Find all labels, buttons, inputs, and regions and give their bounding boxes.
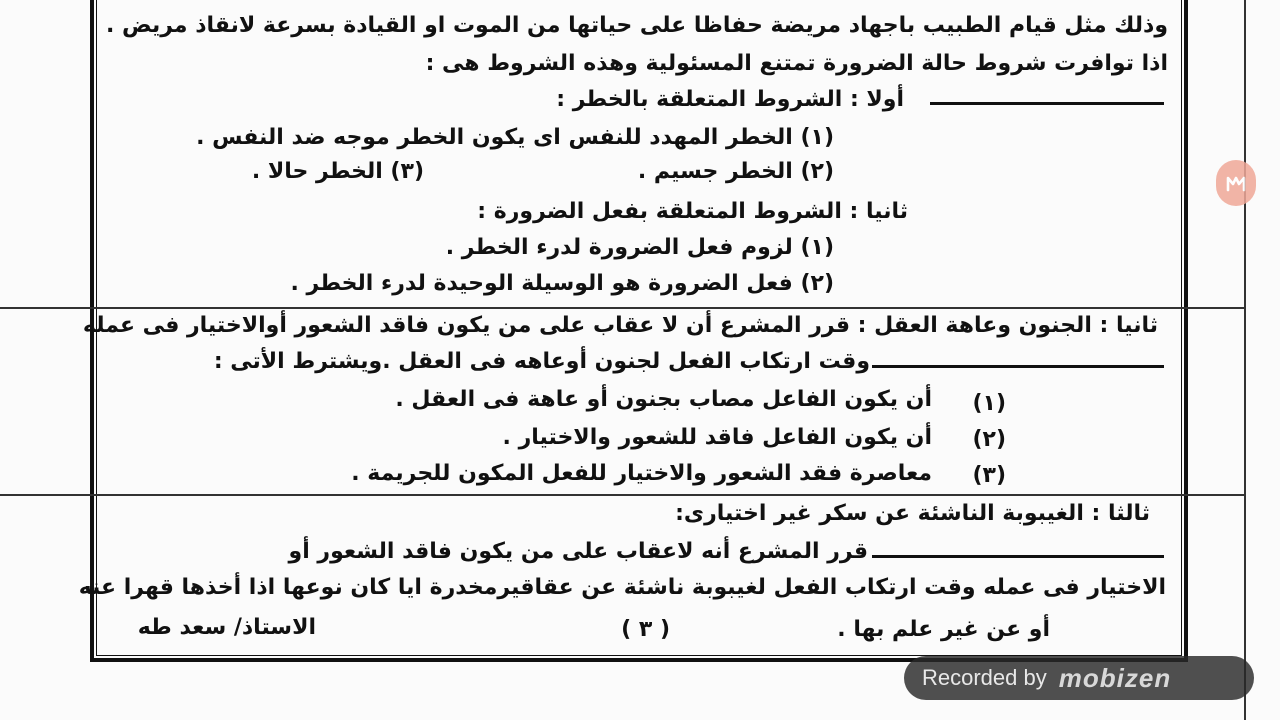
list-number: (٣) bbox=[972, 463, 1006, 488]
page-number: ( ٣ ) bbox=[621, 617, 670, 642]
text-line: اذا توافرت شروط حالة الضرورة تمتنع المسئولية وهذه الشروط هى : bbox=[425, 51, 1168, 76]
recorder-text: Recorded by bbox=[922, 665, 1047, 690]
underline-mark bbox=[872, 555, 1164, 558]
list-item: (٢) الخطر جسيم . bbox=[637, 159, 834, 184]
mobizen-logo-icon[interactable] bbox=[1216, 160, 1256, 206]
list-item: (٢) فعل الضرورة هو الوسيلة الوحيدة لدرء الخطر . bbox=[290, 271, 834, 296]
mobizen-logo-icon bbox=[1225, 172, 1247, 194]
list-item: (١) الخطر المهدد للنفس اى يكون الخطر موجه ضد النفس . bbox=[196, 125, 834, 150]
section-divider bbox=[0, 307, 1244, 309]
list-item: أن يكون الفاعل فاقد للشعور والاختيار . bbox=[502, 425, 932, 450]
section-divider bbox=[0, 494, 1244, 496]
section-heading: أولا : الشروط المتعلقة بالخطر : bbox=[556, 87, 904, 112]
recorder-brand: mobizen bbox=[1058, 662, 1172, 693]
list-item: معاصرة فقد الشعور والاختيار للفعل المكون للجريمة . bbox=[351, 461, 932, 486]
list-number: (٢) bbox=[972, 427, 1006, 452]
text-line: وقت ارتكاب الفعل لجنون أوعاهه فى العقل .ويشترط الأتى : bbox=[213, 349, 870, 374]
list-item: (٣) الخطر حالا . bbox=[251, 159, 424, 184]
text-line: قرر المشرع أنه لاعقاب على من يكون فاقد الشعور أو bbox=[288, 539, 868, 564]
recorder-watermark bbox=[904, 656, 1254, 700]
section-heading: ثانيا : الشروط المتعلقة بفعل الضرورة : bbox=[477, 199, 908, 224]
text-line: وذلك مثل قيام الطبيب باجهاد مريضة حفاظا على حياتها من الموت او القيادة بسرعة لانقاذ مريض . bbox=[105, 13, 1168, 38]
list-item: (١) لزوم فعل الضرورة لدرء الخطر . bbox=[445, 235, 834, 260]
list-item: أن يكون الفاعل مصاب بجنون أو عاهة فى العقل . bbox=[395, 387, 932, 412]
text-line: الاختيار فى عمله وقت ارتكاب الفعل لغيبوبة ناشئة عن عقاقيرمخدرة ايا كان نوعها اذا أخذها قهرا عنه bbox=[78, 575, 1166, 600]
underline-mark bbox=[872, 365, 1164, 368]
margin-line bbox=[1244, 0, 1246, 720]
section-heading: ثانيا : الجنون وعاهة العقل : قرر المشرع أن لا عقاب على من يكون فاقد الشعور أوالاختيار فى عمله bbox=[82, 313, 1158, 338]
author-signature: الاستاذ/ سعد طه bbox=[137, 615, 316, 640]
list-number: (١) bbox=[972, 391, 1006, 416]
text-line: أو عن غير علم بها . bbox=[837, 617, 1050, 642]
section-heading: ثالثا : الغيبوبة الناشئة عن سكر غير اختيارى: bbox=[675, 501, 1150, 526]
underline-mark bbox=[930, 102, 1164, 105]
